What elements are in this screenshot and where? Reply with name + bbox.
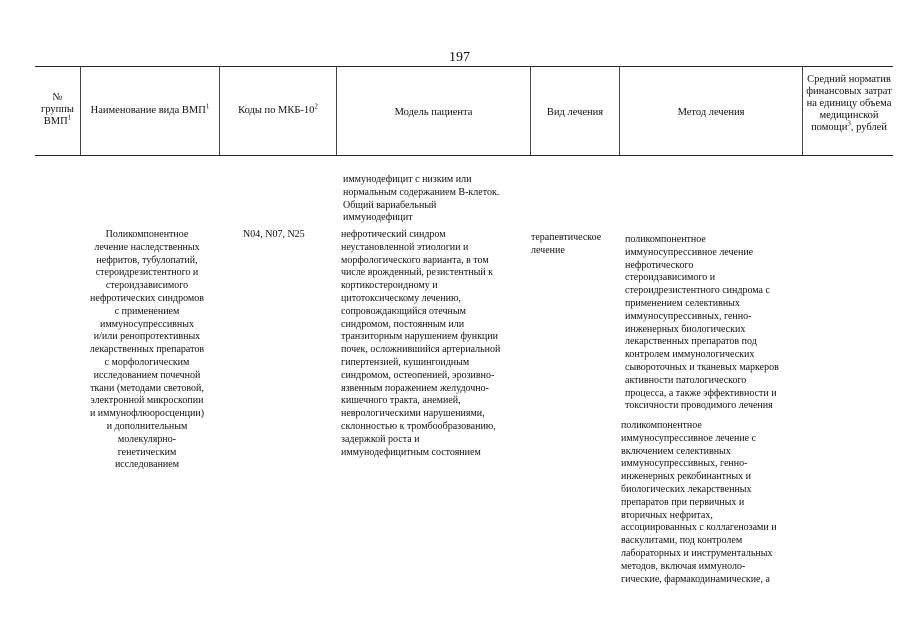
header-cost-norm: Средний норматив финансовых затрат на единицу объема медицинской помощи$^3$, рублей xyxy=(806,74,892,133)
row-treatment-method-2: поликомпонентное иммуносупрессивное лечение с включением селективных иммуносупрессивных, генно- инженерных рекобинантных и биологических лекарственных препаратов при первичных и вторичных нефритах, ассоциированных с коллагенозами и васкулитами, под контролем лабораторных и инструментальных методов, включая иммуноло- гические, фармакодинамические, а xyxy=(621,420,777,585)
row-treatment-type: терапевтическое лечение xyxy=(531,232,602,256)
header-treatment-type: Вид лечения xyxy=(546,107,604,118)
header-vmp-name: Наименование вида ВМП$^1$ xyxy=(90,102,210,116)
header-patient-model: Модель пациента xyxy=(394,107,473,118)
header-icd-codes: Коды по МКБ-$10^2$ xyxy=(238,102,318,116)
row-treatment-method-1: поликомпонентное иммуносупрессивное лечение нефротического стероидзависимого и стероидрезистентного синдрома с применением селективных иммуносупрессивных, генно- инженерных биологических лекарственных препаратов под контролем иммунологических сывороточных и тканевых маркеров активности патологического процесса, а также эффективности и токсичности проводимого лечения xyxy=(625,234,779,412)
header-group-number: № группы ВМП$^1$ xyxy=(41,92,74,127)
table-top-rule xyxy=(35,66,893,67)
row-icd-codes: N04, N07, N25 xyxy=(243,229,305,240)
continuation-patient-model: иммунодефицит с низким или нормальным содержанием В-клеток. Общий вариабельный иммунодефицит xyxy=(343,174,500,224)
page-number: 197 xyxy=(449,50,470,65)
row-vmp-name: Поликомпонентное лечение наследственных нефритов, тубулопатий, стероидрезистентного и стероидзависимого нефротических синдромов с применением иммуносупрессивных и/или ренопротективных лекарственных препаратов с морфологическим исследованием почечной ткани (методами световой, электронной микроскопии и иммунофлюоросценции) и дополнительным молекулярно- генетическим исследованием xyxy=(89,229,205,471)
header-treatment-method: Метод лечения xyxy=(677,107,745,118)
row-patient-model: нефротический синдром неустановленной этиологии и морфологического варианта, в том числе врожденный, резистентный к кортикостероидному и цитотоксическому лечению, сопровождающийся отечным синдромом, постоянным или транзиторным нарушением функции почек, осложнившийся артериальной гипертензией, кушингоидным синдромом, остеопенией, эрозивно- язвенным поражением желудочно- кишечного тракта, анемией, неврологическими нарушениями, склонностью к тромбообразованию, задержкой роста и иммунодефицитным состоянием xyxy=(341,229,501,458)
table-header-bottom-rule xyxy=(35,155,893,156)
